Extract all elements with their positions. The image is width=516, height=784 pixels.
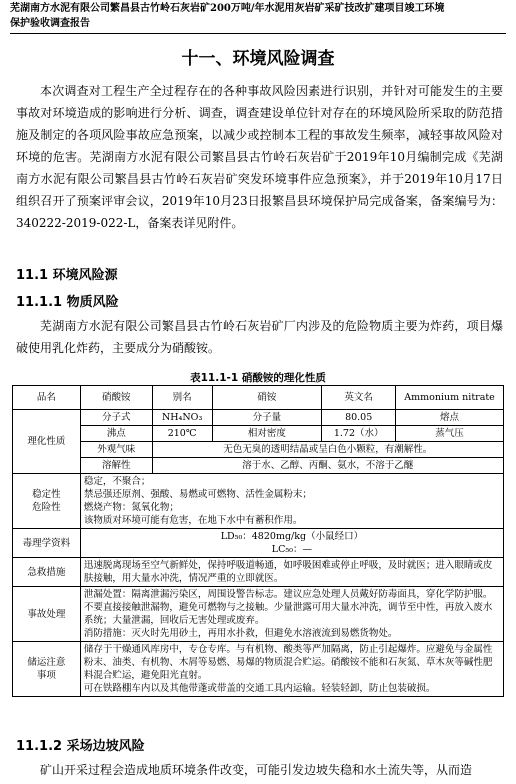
running-header	[10, 1, 506, 34]
table-row: 溶解性 溶于水、乙醇、丙酮、氨水，不溶于乙醚	[13, 458, 504, 474]
material-risk-paragraph: 芜湖南方水泥有限公司繁昌县古竹岭石灰岩矿厂内涉及的危险物质主要为炸药，项目爆破使用乳化炸药，主要成分为硝酸铵。	[16, 319, 503, 355]
table-row: 储运注意 事项 储存于干燥通风库房中，专仓专库。与有机物、酸类等严加隔离，防止引起爆炸。应避免与金属性粉末、油类、有机物、木屑等易燃、易爆的物质混合贮运。硝酸铵不能和石灰氮、草木灰等碱性肥料混合贮运，避免阳光直射。 可在铁路棚车内以及其他带蓬或带盖的交通工具内运输。轻装轻卸，防止包装破损。	[13, 642, 504, 697]
header-line-2: 保护验收调查报告	[10, 18, 90, 29]
chapter-title: 十一、环境风险调查	[181, 49, 335, 69]
section-heading-11-1: 11.1 环境风险源	[16, 268, 118, 283]
table-row: 品名 硝酸铵 别名 硝铵 英文名 Ammonium nitrate	[13, 386, 504, 410]
intro-paragraph: 本次调查对工程生产全过程存在的各种事故风险因素进行识别，并针对可能发生的主要事故对环境造成的影响进行分析、调查，调查建设单位针对存在的环境风险所采取的防范措施及制定的各项风险事故应急预案，以减少或控制本工程的事故发生频率，减轻事故风险对环境的危害。芜湖南方水泥有限公司繁昌县古竹岭石灰岩矿于2019年10月编制完成《芜湖南方水泥有限公司繁昌县古竹岭石灰岩矿突发环境事件应急预案》，并于2019年10月17日组织召开了预案评审会议，2019年10月23日报繁昌县环境保护局完成备案，备案编号为：340222-2019-022-L，备案表详见附件。	[16, 84, 503, 230]
table-row: 毒理学资料 LD₅₀：4820mg/kg（小鼠经口） LC₅₀：—	[13, 529, 504, 558]
table-caption: 表11.1-1 硝酸铵的理化性质	[190, 372, 326, 384]
table-row: 事故处理 泄漏处置：隔离泄漏污染区，周围设警告标志。建议应急处理人员戴好防毒面具，穿化学防护服。不要直接接触泄漏物，避免可燃物与之接触。少量泄露可用大量水冲洗，调节至中性，再放入废水系统；大量泄漏，回收后无害处理或废弃。 消防措施：灭火时先用砂土，再用水扑救，但避免水溶液流到易燃货物处。	[13, 587, 504, 642]
table-row: 稳定性 危险性 稳定，不聚合； 禁忌强还原剂、强酸、易燃或可燃物、活性金属粉末； 燃烧产物：氮氧化物； 该物质对环境可能有危害，在地下水中有蓄积作用。	[13, 474, 504, 529]
table-row: 急救措施 迅速脱离现场至空气新鲜处，保持呼吸道畅通，如呼吸困难或停止呼吸，及时就医；进入眼睛或皮肤接触，用大量水冲洗，情况严重的立即就医。	[13, 558, 504, 587]
table-row: 外观气味 无色无臭的透明结晶或呈白色小颗粒，有潮解性。	[13, 442, 504, 458]
table-row: 沸点 210℃ 相对密度 1.72（水） 蒸气压	[13, 426, 504, 442]
section-heading-11-1-1: 11.1.1 物质风险	[16, 295, 119, 310]
table-row: 理化性质 分子式 NH₄NO₃ 分子量 80.05 熔点	[13, 410, 504, 426]
ammonium-nitrate-table	[12, 385, 504, 697]
slope-risk-paragraph: 矿山开采过程会造成地质环境条件改变，可能引发边坡失稳和水土流失等，从而造	[40, 763, 473, 777]
section-heading-11-1-2: 11.1.2 采场边坡风险	[16, 739, 145, 754]
header-line-1: 芜湖南方水泥有限公司繁昌县古竹岭石灰岩矿200万吨/年水泥用灰岩矿采矿技改扩建项目竣工环境	[10, 3, 445, 14]
